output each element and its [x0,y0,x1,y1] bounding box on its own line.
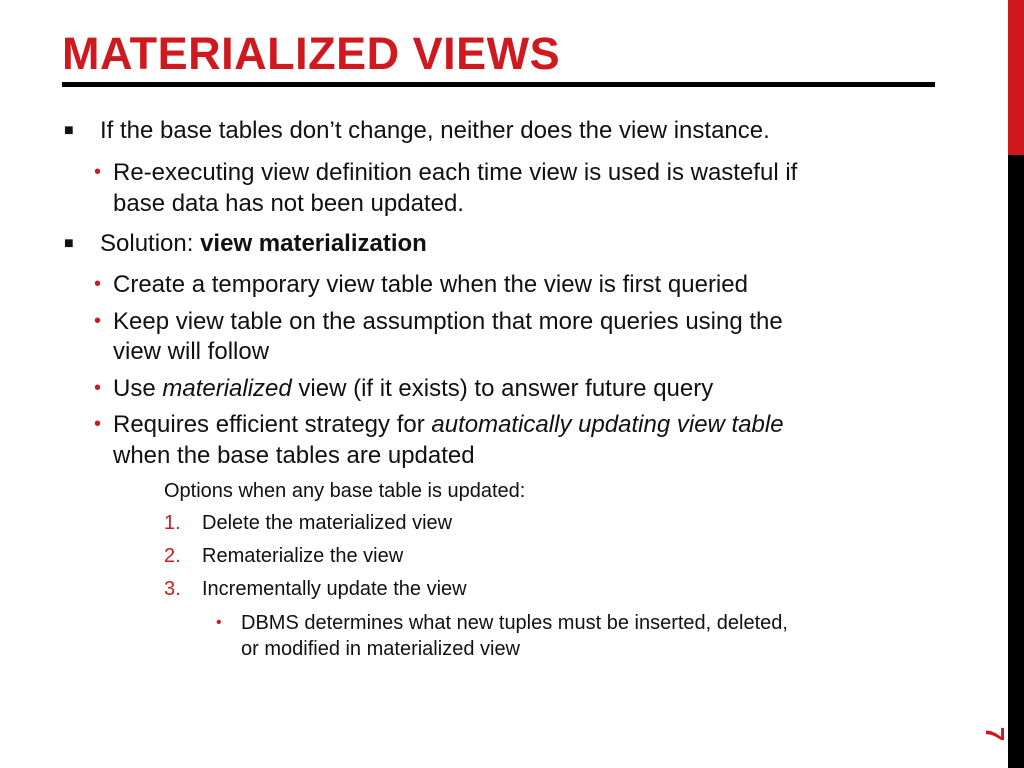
accent-bar-red [1008,0,1024,155]
option-text: Delete the materialized view [202,512,453,534]
sub-bullet-text-continued: or modified in materialized view [241,638,521,660]
sub-bullet-text: DBMS determines what new tuples must be inserted, deleted, [241,612,788,634]
bullet-text-italic: automatically updating view table [431,411,784,438]
red-dot-bullet-icon: • [216,614,222,631]
red-dot-bullet-icon: • [94,413,102,435]
bullet-text: Keep view table on the assumption that more queries using the [113,308,783,335]
bullet-text-italic: materialized [162,375,292,402]
option-number: 2. [164,545,181,567]
bullet-text-continued: when the base tables are updated [113,442,475,469]
bullet-text: Re-executing view definition each time view is used is wasteful if [113,159,798,186]
options-heading: Options when any base table is updated: [164,480,526,502]
bullet-text: Create a temporary view table when the view is first queried [113,271,748,298]
option-text: Rematerialize the view [202,545,404,567]
option-number: 3. [164,578,181,600]
square-bullet-icon: ■ [64,235,74,252]
bullet-text [113,373,713,404]
page-number: 7 [980,726,1011,742]
bullet-text [113,409,784,440]
red-dot-bullet-icon: • [94,161,102,183]
title-underline [62,82,935,87]
red-dot-bullet-icon: • [94,377,102,399]
option-text: Incrementally update the view [202,578,467,600]
bullet-text: If the base tables don’t change, neither does the view instance. [100,117,770,144]
slide-title: MATERIALIZED VIEWS [62,28,561,79]
bullet-text-suffix: view (if it exists) to answer future query [291,375,714,402]
bullet-text-prefix: Requires efficient strategy for [113,411,432,438]
square-bullet-icon: ■ [64,122,74,139]
bullet-text-continued: view will follow [113,338,270,365]
bullet-text-continued: base data has not been updated. [113,190,464,217]
bullet-text-prefix: Use [113,375,163,402]
solution-term: view materialization [200,230,427,257]
red-dot-bullet-icon: • [94,310,102,332]
accent-bar-black [1008,155,1024,768]
bullet-text [100,228,427,259]
red-dot-bullet-icon: • [94,273,102,295]
solution-label: Solution: [100,230,201,257]
option-number: 1. [164,512,181,534]
